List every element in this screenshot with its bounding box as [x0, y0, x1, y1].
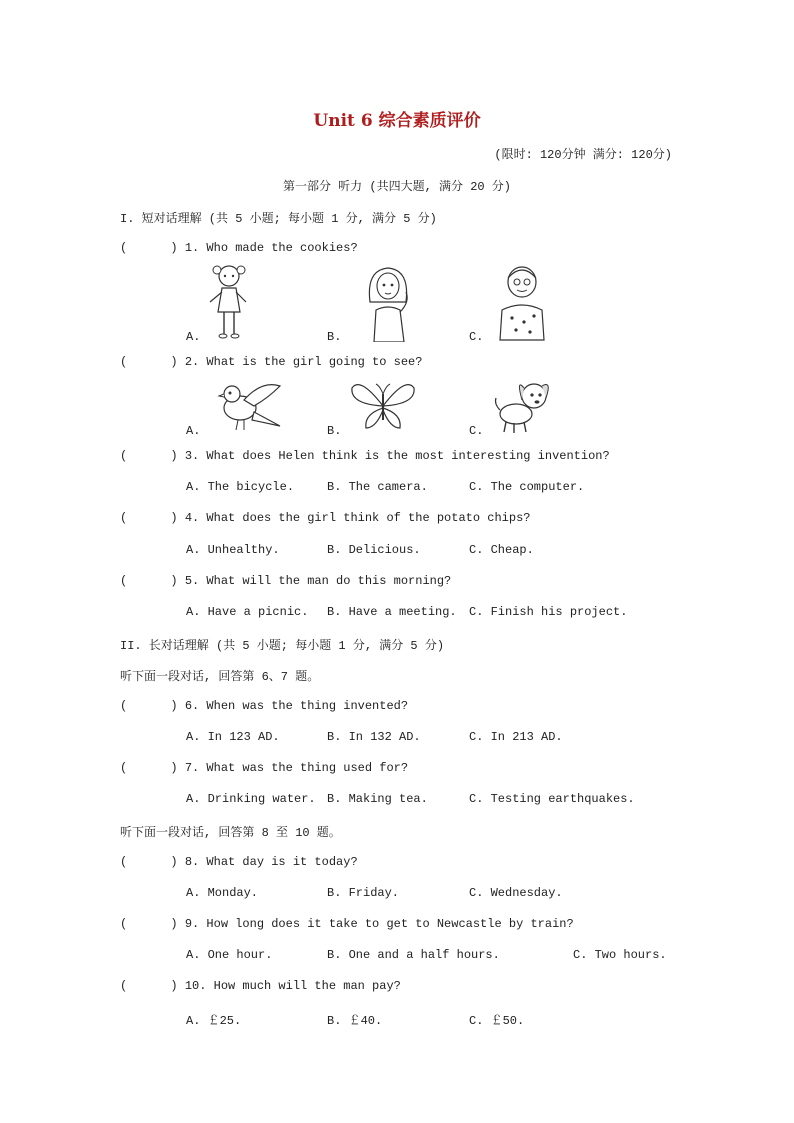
question-text: 6. When was the thing invented? [184, 699, 409, 713]
question-7 [120, 761, 408, 775]
option-2c[interactable]: C. [469, 424, 484, 438]
option-10a[interactable]: A. ￡25. [186, 1014, 242, 1028]
option-8c[interactable]: C. Wednesday. [469, 886, 563, 900]
question-6 [120, 699, 408, 713]
option-10c[interactable]: C. ￡50. [469, 1014, 525, 1028]
option-1c[interactable]: C. [469, 330, 484, 344]
option-3a[interactable]: A. The bicycle. [186, 480, 295, 494]
grandma-icon [494, 262, 550, 342]
question-4 [120, 511, 530, 525]
question-1 [120, 241, 358, 255]
question-text: 1. Who made the cookies? [184, 241, 358, 255]
option-4c[interactable]: C. Cheap. [469, 543, 534, 557]
question-text: 8. What day is it today? [184, 855, 358, 869]
question-5 [120, 574, 451, 588]
question-8 [120, 855, 358, 869]
question-2 [120, 355, 422, 369]
option-6c[interactable]: C. In 213 AD. [469, 730, 563, 744]
question-3 [120, 449, 610, 463]
question-text: 7. What was the thing used for? [184, 761, 409, 775]
time-limit: (限时: 120分钟 满分: 120分) [494, 148, 672, 162]
dialogue-intro-8-10: 听下面一段对话, 回答第 8 至 10 题。 [120, 826, 341, 840]
option-9b[interactable]: B. One and a half hours. [327, 948, 500, 962]
option-1b[interactable]: B. [327, 330, 342, 344]
option-2a[interactable]: A. [186, 424, 201, 438]
answer-bracket[interactable]: ( ) [120, 449, 178, 463]
dog-icon [492, 376, 554, 436]
option-7c[interactable]: C. Testing earthquakes. [469, 792, 635, 806]
option-1a[interactable]: A. [186, 330, 201, 344]
option-9a[interactable]: A. One hour. [186, 948, 273, 962]
option-4b[interactable]: B. Delicious. [327, 543, 421, 557]
answer-bracket[interactable]: ( ) [120, 574, 178, 588]
part-heading: 第一部分 听力 (共四大题, 满分 20 分) [282, 180, 511, 194]
question-text: 3. What does Helen think is the most interesting invention? [184, 449, 610, 463]
answer-bracket[interactable]: ( ) [120, 699, 178, 713]
option-6a[interactable]: A. In 123 AD. [186, 730, 280, 744]
option-6b[interactable]: B. In 132 AD. [327, 730, 421, 744]
answer-bracket[interactable]: ( ) [120, 917, 178, 931]
answer-bracket[interactable]: ( ) [120, 355, 178, 369]
bird-icon [210, 378, 284, 434]
section-heading-2: II. 长对话理解 (共 5 小题; 每小题 1 分, 满分 5 分) [120, 639, 445, 653]
question-text: 5. What will the man do this morning? [184, 574, 452, 588]
answer-bracket[interactable]: ( ) [120, 241, 178, 255]
section-heading-1: I. 短对话理解 (共 5 小题; 每小题 1 分, 满分 5 分) [120, 212, 437, 226]
dialogue-intro-6-7: 听下面一段对话, 回答第 6、7 题。 [120, 670, 320, 684]
option-7b[interactable]: B. Making tea. [327, 792, 428, 806]
girl-icon [204, 262, 254, 342]
option-10b[interactable]: B. ￡40. [327, 1014, 383, 1028]
answer-bracket[interactable]: ( ) [120, 761, 178, 775]
option-3b[interactable]: B. The camera. [327, 480, 428, 494]
option-8b[interactable]: B. Friday. [327, 886, 400, 900]
option-2b[interactable]: B. [327, 424, 342, 438]
page-title: Unit 6 综合素质评价 [313, 111, 481, 131]
option-5a[interactable]: A. Have a picnic. [186, 605, 309, 619]
question-10 [120, 979, 401, 993]
option-7a[interactable]: A. Drinking water. [186, 792, 316, 806]
option-5b[interactable]: B. Have a meeting. [327, 605, 457, 619]
answer-bracket[interactable]: ( ) [120, 511, 178, 525]
question-9 [120, 917, 574, 931]
question-text: 10. How much will the man pay? [184, 979, 401, 993]
question-text: 2. What is the girl going to see? [184, 355, 423, 369]
question-text: 9. How long does it take to get to Newcastle by train? [184, 917, 574, 931]
option-4a[interactable]: A. Unhealthy. [186, 543, 280, 557]
option-3c[interactable]: C. The computer. [469, 480, 585, 494]
answer-bracket[interactable]: ( ) [120, 855, 178, 869]
option-8a[interactable]: A. Monday. [186, 886, 259, 900]
option-9c[interactable]: C. Two hours. [573, 948, 667, 962]
question-text: 4. What does the girl think of the potato chips? [184, 511, 531, 525]
option-5c[interactable]: C. Finish his project. [469, 605, 628, 619]
butterfly-icon [350, 380, 416, 432]
woman-icon [360, 262, 416, 342]
answer-bracket[interactable]: ( ) [120, 979, 178, 993]
